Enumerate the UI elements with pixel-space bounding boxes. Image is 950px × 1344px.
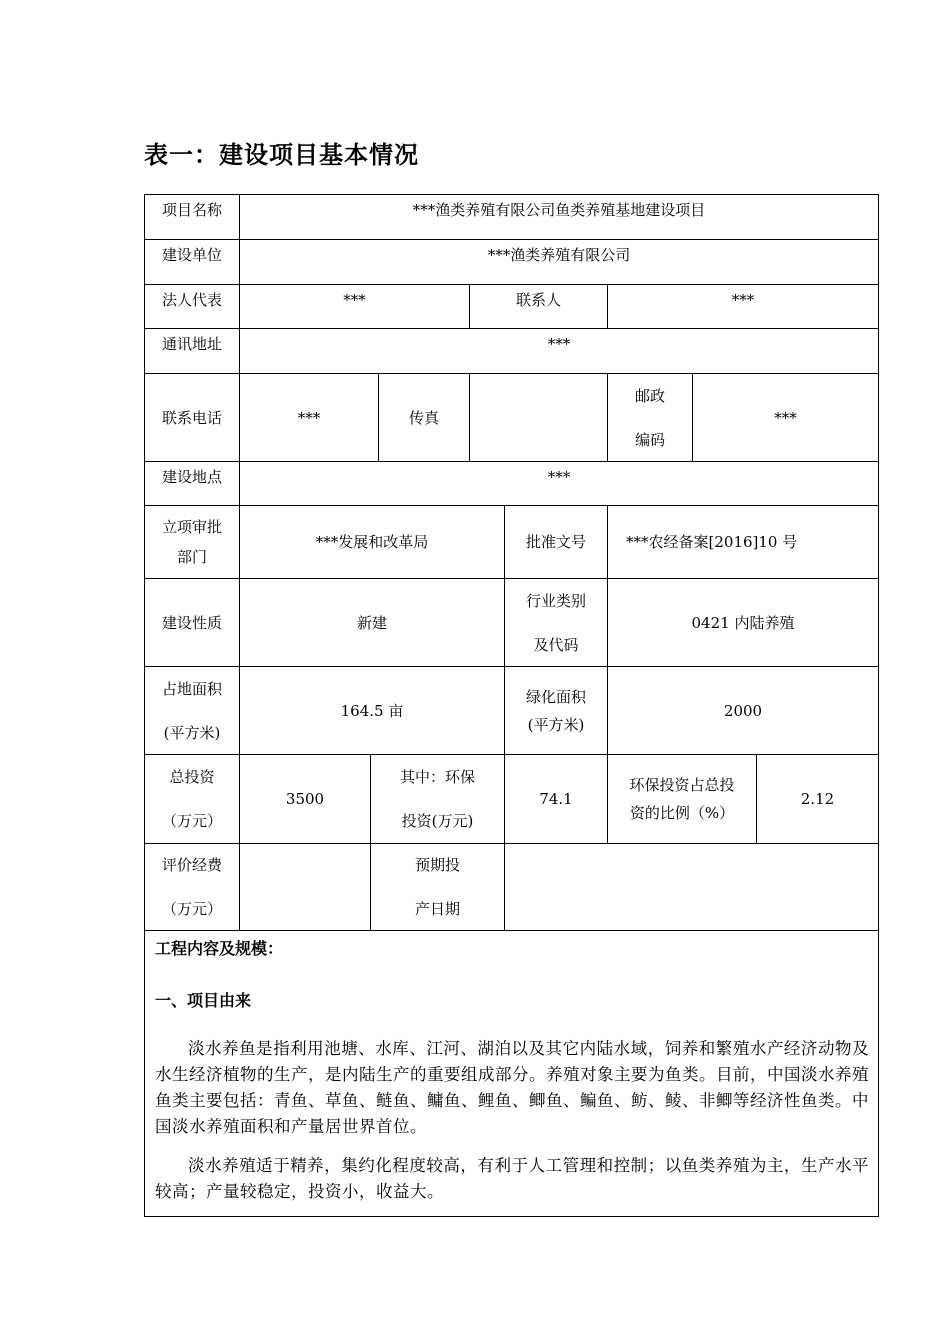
paragraph-1: 淡水养鱼是指利用池塘、水库、江河、湖泊以及其它内陆水域，饲养和繁殖水产经济动物及水生经济植物的生产，是内陆生产的重要组成部分。养殖对象主要为鱼类。目前，中国淡水养殖鱼类主要包括：青鱼、草鱼、鲢鱼、鳙鱼、鲤鱼、鲫鱼、鳊鱼、鲂、鲮、非鲫等经济性鱼类。中国淡水养殖面积和产量居世界首位。 (155, 1039, 869, 1136)
unit-value: ***渔类养殖有限公司 (239, 239, 879, 285)
approval-dept-label-line1: 立项审批 (161, 518, 222, 536)
site-value: *** (239, 461, 879, 506)
env-invest-value: 74.1 (504, 754, 608, 844)
invest-label-line1: 总投资 (169, 768, 215, 786)
approval-no-value: ***农经备案[2016]10 号 (607, 505, 879, 579)
area-label-line2: (平方米) (163, 723, 221, 742)
project-name-label: 项目名称 (144, 194, 240, 240)
postcode-label-line1: 邮政 (634, 386, 665, 405)
ratio-label (607, 754, 757, 844)
legal-rep-value: *** (239, 284, 470, 329)
green-value: 2000 (607, 666, 879, 755)
invest-label-line2: （万元） (161, 812, 222, 830)
industry-label (504, 578, 608, 667)
fax-value (469, 373, 608, 462)
nature-value: 新建 (239, 578, 505, 667)
area-label (144, 666, 240, 755)
prod-date-label-line1: 预期投 (414, 856, 460, 874)
paragraph-2: 淡水养殖适于精养，集约化程度较高，有利于人工管理和控制；以鱼类养殖为主，生产水平较高；产量较稳定，投资小，收益大。 (155, 1156, 869, 1201)
industry-label-line1: 行业类别 (525, 591, 586, 610)
eval-fee-label-line2: （万元） (161, 900, 222, 918)
invest-value: 3500 (239, 754, 371, 844)
legal-rep-label: 法人代表 (144, 284, 240, 329)
env-invest-label-line2: 投资(万元) (401, 812, 474, 830)
content-heading: 工程内容及规模： (155, 939, 284, 958)
industry-value: 0421 内陆养殖 (607, 578, 879, 667)
postcode-label (607, 373, 693, 462)
ratio-label-line2: 资的比例（%） (629, 804, 735, 822)
industry-label-line2: 及代码 (533, 635, 579, 654)
approval-no-label: 批准文号 (504, 505, 608, 579)
contact-value: *** (607, 284, 879, 329)
eval-fee-label (144, 843, 240, 931)
prod-date-value (504, 843, 879, 931)
section-heading: 一、项目由来 (155, 991, 252, 1010)
postcode-label-line2: 编码 (634, 430, 665, 449)
eval-fee-label-line1: 评价经费 (161, 856, 222, 874)
site-label: 建设地点 (144, 461, 240, 506)
green-label (504, 666, 608, 755)
green-label-line2: (平方米) (527, 715, 585, 734)
invest-label (144, 754, 240, 844)
area-label-line1: 占地面积 (161, 679, 222, 698)
env-invest-label-line1: 其中：环保 (399, 768, 475, 786)
contact-label: 联系人 (469, 284, 608, 329)
postcode-value: *** (692, 373, 879, 462)
green-label-line1: 绿化面积 (525, 687, 586, 706)
ratio-value: 2.12 (756, 754, 879, 844)
phone-label: 联系电话 (144, 373, 240, 462)
phone-value: *** (239, 373, 379, 462)
page-title: 表一：建设项目基本情况 (144, 141, 419, 169)
approval-dept-value: ***发展和改革局 (239, 505, 505, 579)
unit-label: 建设单位 (144, 239, 240, 285)
env-invest-label (370, 754, 505, 844)
address-label: 通讯地址 (144, 328, 240, 374)
eval-fee-value (239, 843, 371, 931)
prod-date-label (370, 843, 505, 931)
approval-dept-label-line2: 部门 (176, 548, 207, 566)
nature-label: 建设性质 (144, 578, 240, 667)
approval-dept-label (144, 505, 240, 579)
project-name-value: ***渔类养殖有限公司鱼类养殖基地建设项目 (239, 194, 879, 240)
fax-label: 传真 (378, 373, 470, 462)
address-value: *** (239, 328, 879, 374)
area-value: 164.5 亩 (239, 666, 505, 755)
ratio-label-line1: 环保投资占总投 (629, 776, 735, 794)
prod-date-label-line2: 产日期 (414, 900, 460, 918)
content-section (144, 930, 879, 1217)
